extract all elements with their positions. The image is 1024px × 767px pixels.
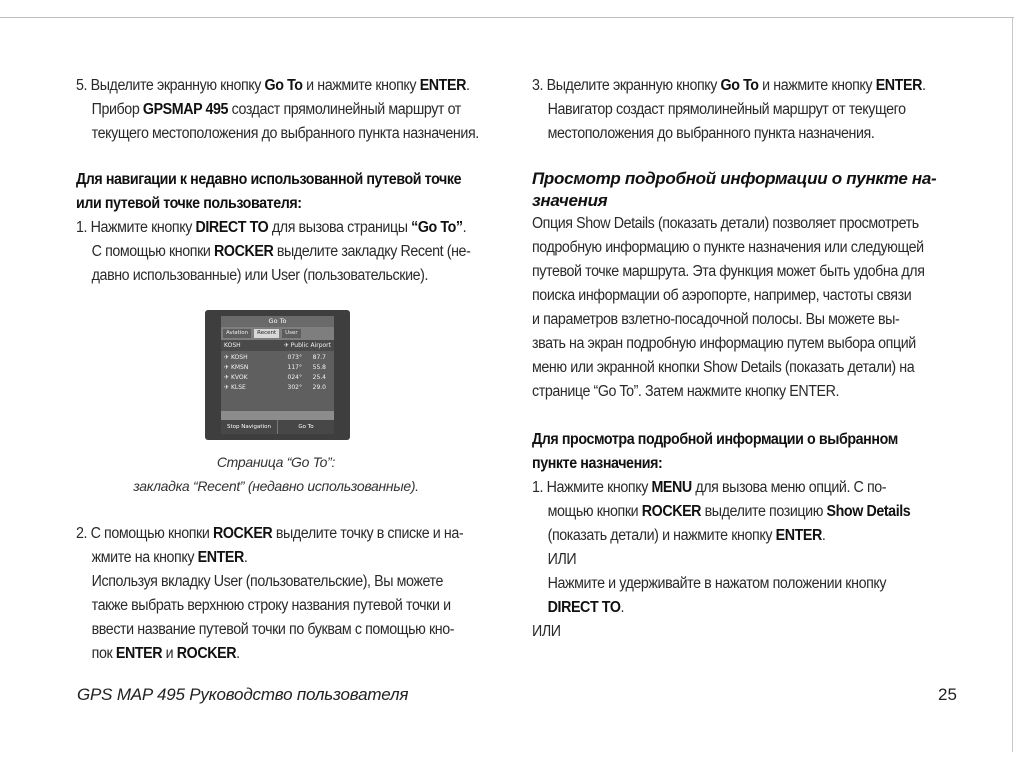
step-5-line-3: текущего местоположения до выбранного пункта назначения. <box>91 125 479 142</box>
list-item: ✈ KLSE 302° 29.0 <box>224 384 326 391</box>
section-title: Просмотр подробной информации о пункте на- значения <box>532 169 937 210</box>
step-3-line-2: Навигатор создаст прямолинейный маршрут от текущего <box>547 101 906 118</box>
details-step-1-line-6: DIRECT TO. <box>547 599 625 616</box>
screen-tabs <box>221 327 334 340</box>
list-item: ✈ KOSH 073° 87.7 <box>224 354 326 361</box>
step-2 <box>76 522 506 666</box>
step-3 <box>532 74 972 146</box>
list-item: ✈ KVOK 024° 25.4 <box>224 374 326 381</box>
page-frame-top <box>0 17 1014 18</box>
details-heading: Для просмотра подробной информации о выбранном пункте назначения: <box>532 431 898 472</box>
footer-title: GPS MAP 495 Руководство пользователя <box>77 685 409 704</box>
or-label: ИЛИ <box>532 623 561 640</box>
step-2-line-1: 2. С помощью кнопки ROCKER выделите точку в списке и на- <box>76 525 464 542</box>
step-3-line-3: местоположения до выбранного пункта назначения. <box>547 125 875 142</box>
step-1-line-3: давно использованные) или User (пользовательские). <box>91 267 429 284</box>
step-3-line-1: 3. Выделите экранную кнопку Go To и нажмите кнопку ENTER. <box>532 77 926 94</box>
page-frame-right <box>1012 17 1013 752</box>
recent-waypoint-heading: Для навигации к недавно использованной путевой точке или путевой точке пользователя: <box>76 171 462 212</box>
step-2-line-6: пок ENTER и ROCKER. <box>91 645 240 662</box>
step-2-line-5: ввести название путевой точки по буквам с помощью кно- <box>91 621 455 638</box>
tab-aviation: Aviation <box>223 329 251 338</box>
waypoint-list <box>221 351 334 411</box>
details-step-1-line-5: Нажмите и удерживайте в нажатом положении кнопку <box>547 575 887 592</box>
details-step-1-or: ИЛИ <box>547 551 577 568</box>
step-2-line-2: жмите на кнопку ENTER. <box>91 549 248 566</box>
airport-icon: ✈ Public Airport <box>283 342 331 349</box>
tab-recent: Recent <box>254 329 279 338</box>
details-step-1-line-3: (показать детали) и нажмите кнопку ENTER. <box>547 527 826 544</box>
right-column <box>532 74 972 644</box>
go-to-screen <box>221 316 334 434</box>
step-5 <box>76 74 506 146</box>
step-2-line-3: Используя вкладку User (пользовательские), Вы можете <box>91 573 444 590</box>
details-step-1-line-1: 1. Нажмите кнопку MENU для вызова меню опций. С по- <box>532 479 887 496</box>
screen-softkeys <box>221 420 334 434</box>
step-5-line-2: Прибор GPSMAP 495 создаст прямолинейный маршрут от <box>91 101 461 118</box>
step-5-line-1: 5. Выделите экранную кнопку Go To и нажмите кнопку ENTER. <box>76 77 470 94</box>
list-item: ✈ KMSN 117° 55.8 <box>224 364 326 371</box>
go-to-softkey: Go To <box>277 420 334 434</box>
show-details-paragraph: Опция Show Details (показать детали) позволяет просмотреть подробную информацию о пункте назначения или следующей путевой точке маршрута. Эта функция может быть удобна для поиска информации об аэропорте, например, частоты связи и параметров взлетно-посадочной полосы. Вы можете вы- звать на экран подробную информацию путем выбора опций меню или экранной кнопки Show Details (показать детали) на странице “Go To”. Затем нажмите кнопку ENTER. <box>532 215 925 400</box>
details-step-1-line-2: мощью кнопки ROCKER выделите позицию Show Details <box>547 503 911 520</box>
selected-waypoint-row: KOSH ✈ Public Airport <box>221 340 334 351</box>
figure-caption: Страница “Go To”: закладка “Recent” (недавно использованные). <box>133 454 419 494</box>
step-1-line-2: С помощью кнопки ROCKER выделите закладку Recent (не- <box>91 243 471 260</box>
stop-navigation-softkey: Stop Navigation <box>227 424 271 430</box>
device-screenshot <box>205 310 350 440</box>
left-column <box>76 74 506 666</box>
step-1-line-1: 1. Нажмите кнопку DIRECT TO для вызова страницы “Go To”. <box>76 219 467 236</box>
step-2-line-4: также выбрать верхнюю строку названия путевой точки и <box>91 597 451 614</box>
details-step-1 <box>532 476 972 620</box>
page-number: 25 <box>938 685 957 704</box>
tab-user: User <box>282 329 301 338</box>
step-1 <box>76 216 506 288</box>
screen-title: Go To <box>221 316 334 327</box>
